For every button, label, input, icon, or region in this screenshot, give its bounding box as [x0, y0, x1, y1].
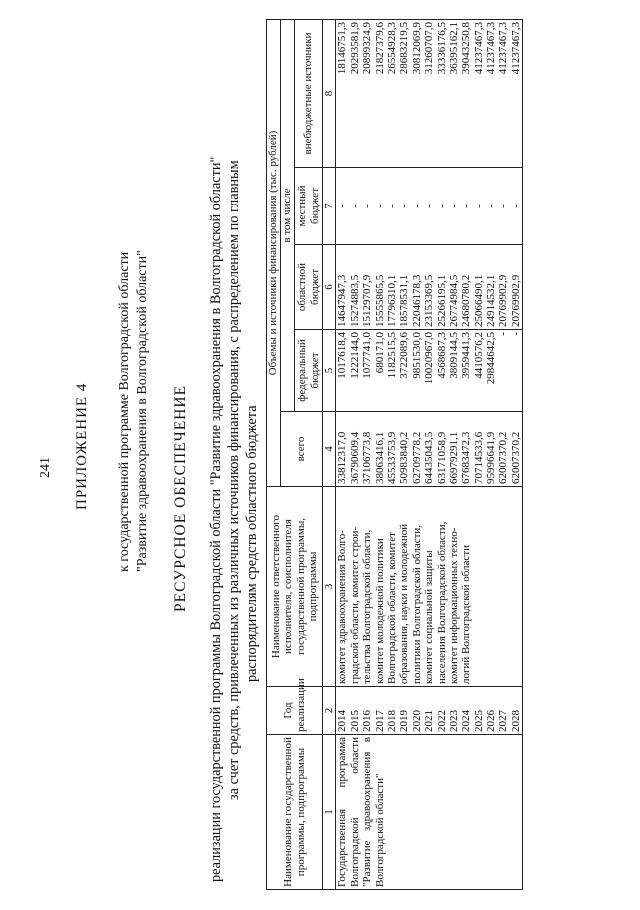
- local-column: [336, 168, 523, 245]
- column-number: 8: [323, 19, 336, 167]
- federal-value: 1077741,0: [361, 332, 374, 379]
- extrabudgetary-column: [336, 19, 523, 167]
- total-value: 66979291,1: [447, 431, 460, 484]
- executor-line: комитет молодежной политики: [373, 538, 386, 684]
- appendix-subtitle-line-1: к государственной программе Волгоградской области: [117, 251, 132, 572]
- header-extrabudgetary: внебюджетные источники: [295, 19, 323, 167]
- extrabudgetary-value: 28683219,5: [398, 21, 411, 75]
- total-value: 70714533,6: [472, 431, 485, 484]
- executor-cell: [336, 487, 523, 687]
- regional-value: 15274883,5: [348, 274, 361, 327]
- executor-line: населения Волгоградской области,: [435, 521, 448, 684]
- regional-value: 22046178,3: [410, 274, 423, 327]
- regional-value: 20769902,9: [509, 274, 522, 327]
- total-value: 62709778,2: [410, 431, 423, 484]
- executor-line: логий Волгоградской области: [460, 544, 473, 684]
- federal-value: 4568687,3: [435, 332, 448, 379]
- total-value: 50983840,2: [398, 431, 411, 484]
- extrabudgetary-value: 21827379,6: [373, 21, 386, 75]
- total-value: 64435043,5: [423, 431, 436, 484]
- column-number-row: [323, 19, 336, 889]
- regional-value: 26774984,5: [447, 274, 460, 327]
- regional-value: 15129707,9: [361, 274, 374, 327]
- extrabudgetary-value: 36395162,1: [447, 21, 460, 75]
- federal-value: 1017618,4: [336, 332, 349, 379]
- column-number: 5: [323, 330, 336, 412]
- federal-value: 3722089,6: [398, 332, 411, 379]
- local-value: -: [447, 204, 460, 208]
- funding-table: [266, 19, 523, 890]
- header-program: Наименование государственной программы, подпрограммы: [267, 735, 323, 890]
- federal-column: [336, 330, 523, 412]
- header-local: местный бюджет: [295, 168, 323, 245]
- year-value: 2016: [361, 710, 374, 732]
- total-value: 63171058,9: [435, 431, 448, 484]
- executor-line: градской области, комитет строи-: [348, 526, 361, 684]
- executor-line: образования, науки и молодежной: [398, 523, 411, 684]
- regional-value: 24680780,2: [460, 274, 473, 327]
- program-name-cell: Государственная программа Волгоградской области "Развитие здравоохранения в Волгоградской области": [336, 735, 523, 890]
- total-value: 36790609,4: [348, 431, 361, 484]
- year-value: 2025: [472, 710, 485, 732]
- extrabudgetary-value: 31260707,0: [423, 21, 436, 75]
- description-line-2: за счет средств, привлеченных из различных источников финансирования, с распределением по главным: [226, 160, 242, 800]
- executor-line: Волгоградской области, комитет: [385, 532, 398, 684]
- column-number: 4: [323, 412, 336, 487]
- regional-column: [336, 245, 523, 330]
- local-value: -: [336, 204, 349, 208]
- federal-value: 1222144,0: [348, 332, 361, 379]
- year-value: 2015: [348, 710, 361, 732]
- document-title: РЕСУРСНОЕ ОБЕСПЕЧЕНИЕ: [172, 384, 189, 612]
- local-value: -: [385, 204, 398, 208]
- year-value: 2017: [373, 710, 386, 732]
- federal-value: 29844642,5: [485, 332, 498, 385]
- extrabudgetary-value: 30812069,9: [410, 21, 423, 75]
- year-value: 2020: [410, 710, 423, 732]
- local-value: -: [373, 204, 386, 208]
- column-number: 1: [323, 735, 336, 890]
- page-number: 241: [38, 457, 53, 478]
- federal-value: -: [497, 332, 510, 336]
- year-value: 2022: [435, 710, 448, 732]
- local-value: -: [460, 204, 473, 208]
- column-number: 6: [323, 245, 336, 330]
- table-row: [336, 19, 523, 889]
- federal-value: -: [509, 332, 522, 336]
- column-number: 7: [323, 168, 336, 245]
- extrabudgetary-value: 20899324,9: [361, 21, 374, 75]
- total-value: 38063416,1: [373, 431, 386, 484]
- local-value: -: [509, 204, 522, 208]
- header-executor: Наименование ответственного исполнителя, соисполнителя государственной программы, подпрограммы: [267, 487, 323, 687]
- total-value: 95996641,9: [485, 431, 498, 484]
- extrabudgetary-value: 41237467,3: [485, 21, 498, 75]
- regional-value: 17796310,1: [385, 274, 398, 327]
- local-value: -: [410, 204, 423, 208]
- header-federal: федеральный бюджет: [295, 330, 323, 412]
- local-value: -: [435, 204, 448, 208]
- total-column: [336, 412, 523, 487]
- extrabudgetary-value: 26554928,3: [385, 21, 398, 75]
- federal-value: 1182515,5: [385, 332, 398, 379]
- extrabudgetary-value: 41237467,3: [472, 21, 485, 75]
- year-column: [336, 687, 523, 735]
- total-value: 33812317,0: [336, 431, 349, 484]
- executor-line: политики Волгоградской области,: [410, 524, 423, 684]
- local-value: -: [485, 204, 498, 208]
- regional-value: 25266195,1: [435, 274, 448, 327]
- appendix-subtitle-line-2: "Развитие здравоохранения в Волгоградской области": [135, 250, 150, 572]
- executor-line: комитет здравоохранения Волго-: [336, 530, 349, 684]
- regional-value: 20769902,9: [497, 274, 510, 327]
- year-value: 2018: [385, 710, 398, 732]
- total-value: 45533753,9: [385, 431, 398, 484]
- description-line-1: реализации государственной программы Волгоградской области "Развитие здравоохранения в Волгоградской области": [208, 156, 224, 882]
- header-year: Год реализации: [267, 687, 323, 735]
- column-number: 2: [323, 687, 336, 735]
- federal-value: 4410576,2: [472, 332, 485, 379]
- extrabudgetary-value: 18146751,3: [336, 21, 349, 75]
- federal-value: 10020967,0: [423, 332, 436, 385]
- extrabudgetary-value: 41237467,3: [509, 21, 522, 75]
- executor-line: тельства Волгоградской области,: [361, 529, 374, 684]
- total-value: 67683472,3: [460, 431, 473, 484]
- executor-line: комитет социальной защиты: [423, 550, 436, 684]
- local-value: -: [361, 204, 374, 208]
- extrabudgetary-value: 41237467,3: [497, 21, 510, 75]
- description-line-3: распорядителям средств областного бюджета: [244, 405, 260, 682]
- local-value: -: [398, 204, 411, 208]
- regional-value: 25066490,1: [472, 274, 485, 327]
- year-value: 2027: [497, 710, 510, 732]
- extrabudgetary-value: 20293581,9: [348, 21, 361, 75]
- year-value: 2019: [398, 710, 411, 732]
- total-value: 37106773,8: [361, 431, 374, 484]
- total-value: 62007370,2: [497, 431, 510, 484]
- federal-value: 9851530,0: [410, 332, 423, 379]
- regional-value: 14647947,3: [336, 274, 349, 327]
- year-value: 2028: [509, 710, 522, 732]
- appendix-title: ПРИЛОЖЕНИЕ 4: [74, 382, 90, 510]
- year-value: 2014: [336, 710, 349, 732]
- local-value: -: [497, 204, 510, 208]
- total-value: 62007370,2: [509, 431, 522, 484]
- extrabudgetary-value: 39043250,8: [460, 21, 473, 75]
- regional-value: 15555865,5: [373, 274, 386, 327]
- local-value: -: [348, 204, 361, 208]
- regional-value: 24914532,1: [485, 274, 498, 327]
- header-total: всего: [281, 412, 323, 487]
- year-value: 2024: [460, 710, 473, 732]
- regional-value: 23153369,5: [423, 274, 436, 327]
- federal-value: 3809144,5: [447, 332, 460, 379]
- local-value: -: [472, 204, 485, 208]
- federal-value: 3959441,3: [460, 332, 473, 379]
- year-value: 2026: [485, 710, 498, 732]
- local-value: -: [423, 204, 436, 208]
- regional-value: 18578531,1: [398, 274, 411, 327]
- column-number: 3: [323, 487, 336, 687]
- header-including: в том числе: [281, 19, 295, 411]
- executor-line: комитет информационных техно-: [447, 527, 460, 684]
- extrabudgetary-value: 33336176,5: [435, 21, 448, 75]
- header-regional: областной бюджет: [295, 245, 323, 330]
- header-funding-group: Объемы и источники финансирования (тыс. рублей): [267, 19, 281, 486]
- federal-value: 680171,0: [373, 332, 386, 374]
- year-value: 2021: [423, 710, 436, 732]
- year-value: 2023: [447, 710, 460, 732]
